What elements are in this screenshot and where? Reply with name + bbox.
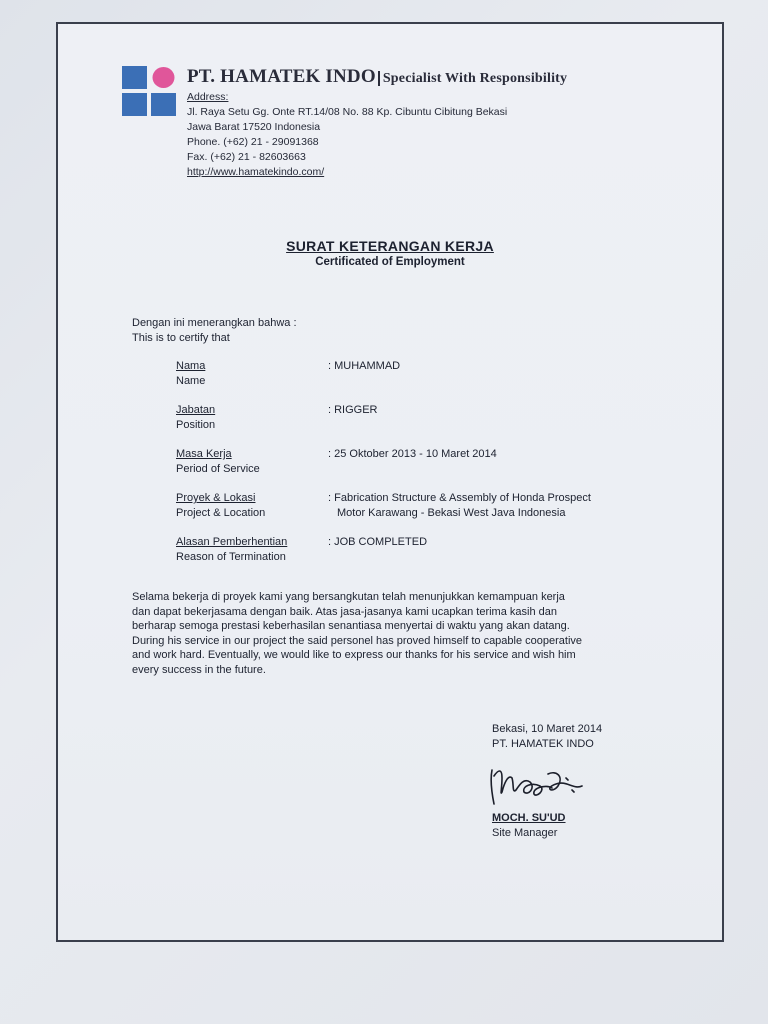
address-line-1: Jl. Raya Setu Gg. Onte RT.14/08 No. 88 Kp. Cibuntu Cibitung Bekasi xyxy=(187,106,508,118)
closing-block xyxy=(492,722,602,752)
body-line: dan dapat bekerjasama dengan baik. Atas jasa-jasanya kami ucapkan terima kasih dan xyxy=(132,605,557,618)
field-label-en: Name xyxy=(176,375,206,387)
body-line: and work hard. Eventually, we would like to express our thanks for his service and wish him xyxy=(132,649,576,661)
field-period xyxy=(176,447,696,477)
company-header xyxy=(187,66,567,88)
closing-company: PT. HAMATEK INDO xyxy=(492,738,594,750)
field-value: : MUHAMMAD xyxy=(328,360,401,372)
body-line: berharap semoga prestasi keberhasilan senantiasa menyertai di waktu yang akan datang. xyxy=(132,620,570,632)
body-line: During his service in our project the said personel has proved himself to capable cooperative xyxy=(132,634,583,647)
field-position xyxy=(176,403,696,433)
body-line: Selama bekerja di proyek kami yang bersangkutan telah menunjukkan kemampuan kerja xyxy=(132,591,565,603)
intro-indonesian: Dengan ini menerangkan bahwa : xyxy=(132,317,297,329)
phone-number: Phone. (+62) 21 - 29091368 xyxy=(187,136,319,148)
field-value-line-1: : Fabrication Structure & Assembly of Honda Prospect xyxy=(328,492,591,504)
signer-name: MOCH. SU'UD xyxy=(492,812,566,824)
company-tagline: Specialist With Responsibility xyxy=(378,71,567,86)
place-date: Bekasi, 10 Maret 2014 xyxy=(492,723,603,735)
field-label-en: Period of Service xyxy=(176,463,260,475)
field-value: : RIGGER xyxy=(328,404,378,416)
field-value: : JOB COMPLETED xyxy=(328,536,428,548)
field-name xyxy=(176,359,696,389)
signer-title: Site Manager xyxy=(492,827,558,839)
body-paragraph xyxy=(132,590,688,677)
body-line: every success in the future. xyxy=(132,663,266,676)
fax-number: Fax. (+62) 21 - 82603663 xyxy=(187,151,306,163)
certificate-page xyxy=(56,22,724,942)
employee-fields xyxy=(176,359,696,565)
handwritten-signature xyxy=(486,756,606,812)
field-label-id: Masa Kerja xyxy=(176,448,232,460)
address-line-2: Jawa Barat 17520 Indonesia xyxy=(187,121,321,133)
company-address-block xyxy=(187,90,507,180)
company-name: PT. HAMATEK INDO xyxy=(187,66,376,87)
document-title: SURAT KETERANGAN KERJA xyxy=(286,238,494,254)
logo-pink-circle xyxy=(151,66,176,89)
field-label-id: Proyek & Lokasi xyxy=(176,492,256,504)
field-label-en: Position xyxy=(176,419,216,431)
address-label: Address: xyxy=(187,91,229,103)
field-label-id: Jabatan xyxy=(176,404,216,416)
field-label-id: Alasan Pemberhentian xyxy=(176,536,288,548)
field-value xyxy=(328,491,698,521)
field-label-en: Project & Location xyxy=(176,507,266,519)
website-link[interactable]: http://www.hamatekindo.com/ xyxy=(187,166,325,178)
company-logo xyxy=(122,66,176,116)
field-value: : 25 Oktober 2013 - 10 Maret 2014 xyxy=(328,448,497,460)
intro-text xyxy=(132,316,297,346)
document-subtitle: Certificated of Employment xyxy=(315,256,465,268)
field-label-id: Nama xyxy=(176,360,206,372)
field-label-en: Reason of Termination xyxy=(176,551,286,563)
intro-english: This is to certify that xyxy=(132,332,230,344)
field-project xyxy=(176,491,696,521)
field-value-line-2: Motor Karawang - Bekasi West Java Indonesia xyxy=(337,507,566,519)
signer-block xyxy=(492,811,566,841)
field-termination xyxy=(176,535,696,565)
